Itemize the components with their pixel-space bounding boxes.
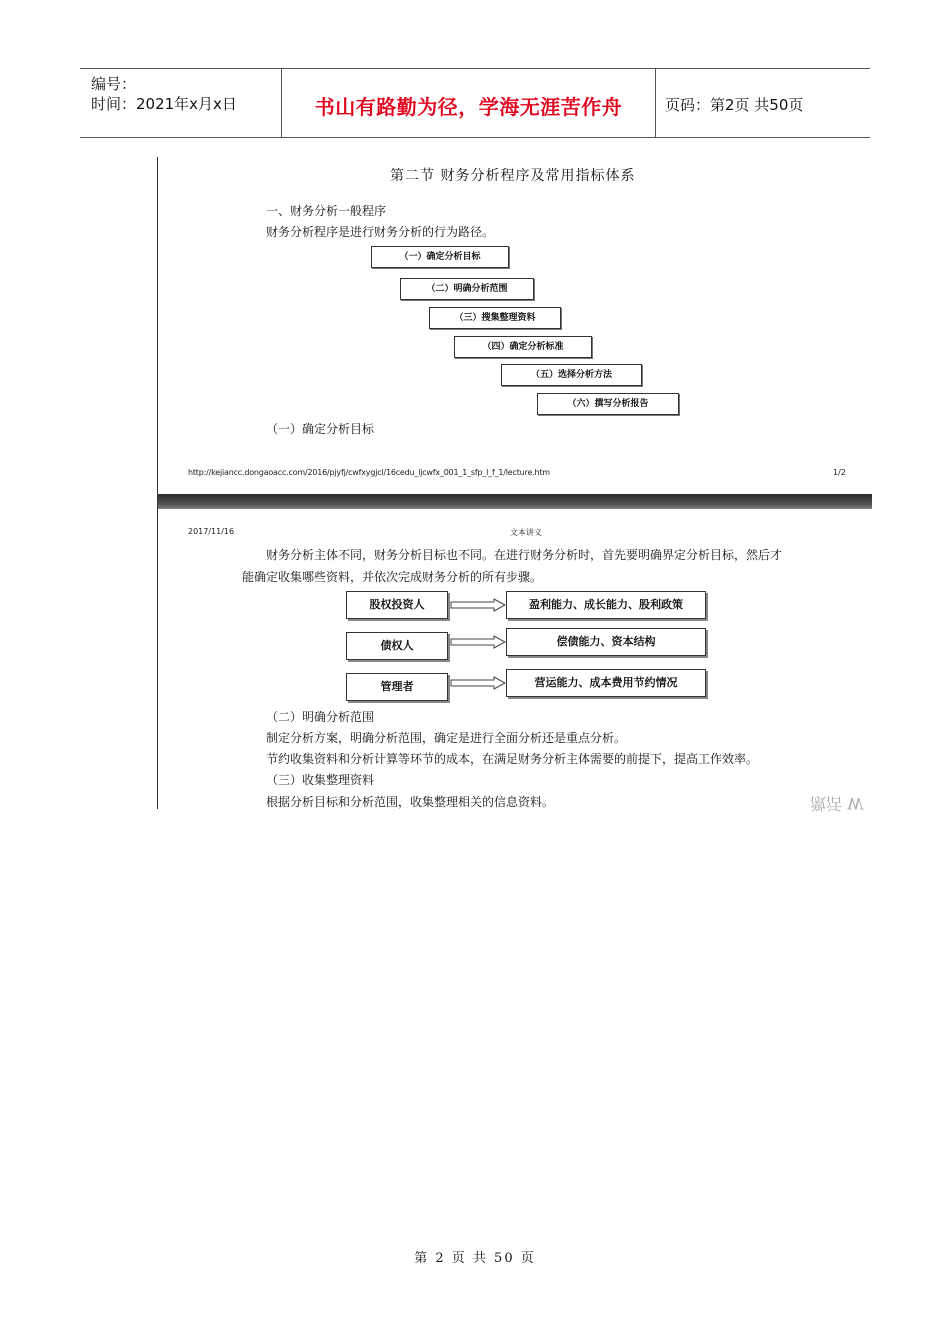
flow-step-6: （六）撰写分析报告	[537, 393, 679, 415]
page-break-band	[158, 494, 872, 509]
target-box-creditor: 偿债能力、资本结构	[506, 628, 706, 656]
flow-step-5: （五）选择分析方法	[501, 364, 642, 386]
subheading-collect-data: （三）收集整理资料	[266, 773, 375, 787]
scan-page-number: 1/2	[833, 468, 846, 477]
page-footer: 第 2 页 共 50 页	[414, 1251, 536, 1266]
number-label: 编号：	[91, 75, 137, 93]
arrow-right-icon	[450, 598, 506, 612]
paragraph-collect: 根据分析目标和分析范围，收集整理相关的信息资料。	[266, 795, 555, 809]
flow-step-4: （四）确定分析标准	[454, 336, 592, 358]
paragraph-efficiency: 节约收集资料和分析计算等环节的成本，在满足财务分析主体需要的前提下，提高工作效率。	[266, 752, 759, 766]
activation-watermark: 激活 W	[810, 794, 864, 813]
header-page-cell	[655, 69, 870, 137]
scanned-page-image	[157, 157, 871, 813]
target-box-equity-investor: 盈利能力、成长能力、股利政策	[506, 591, 706, 619]
lecture-label: 文本讲义	[510, 528, 542, 537]
intro-text: 财务分析程序是进行财务分析的行为路径。	[266, 225, 495, 239]
flow-step-3: （三）搜集整理资料	[429, 307, 561, 329]
arrow-right-icon	[450, 635, 506, 649]
scan-date: 2017/11/16	[188, 527, 235, 536]
section-title: 第二节 财务分析程序及常用指标体系	[390, 168, 636, 184]
header-meta-cell	[80, 69, 281, 137]
source-url: http://kejiancc.dongaoacc.com/2016/pjyfj/cwfxygjcl/16cedu_ljcwfx_001_1_sfp_l_f_1/lecture.htm	[188, 468, 550, 477]
flow-step-1: （一）确定分析目标	[371, 246, 509, 268]
paragraph-goal-line-1: 财务分析主体不同，财务分析目标也不同。在进行财务分析时，首先要明确界定分析目标，然后才	[266, 548, 783, 562]
subheading-define-scope: （二）明确分析范围	[266, 710, 375, 724]
subject-box-creditor: 债权人	[346, 632, 448, 660]
paragraph-scope: 制定分析方案，明确分析范围，确定是进行全面分析还是重点分析。	[266, 731, 627, 745]
subheading-determine-goal: （一）确定分析目标	[266, 422, 375, 436]
heading-general-procedure: 一、财务分析一般程序	[266, 204, 387, 218]
subject-box-equity-investor: 股权投资人	[346, 591, 448, 619]
header-page-info: 页码：第2页 共50页	[665, 96, 804, 114]
arrow-right-icon	[450, 676, 506, 690]
subject-box-manager: 管理者	[346, 673, 448, 701]
flow-step-2: （二）明确分析范围	[400, 278, 534, 300]
header-motto-cell	[281, 69, 656, 137]
date-label: 时间：2021年x月x日	[91, 95, 237, 113]
paragraph-goal-line-2: 能确定收集哪些资料，并依次完成财务分析的所有步骤。	[242, 570, 543, 584]
header-motto: 书山有路勤为径，学海无涯苦作舟	[314, 95, 623, 119]
target-box-manager: 营运能力、成本费用节约情况	[506, 669, 706, 697]
document-header	[80, 68, 870, 138]
